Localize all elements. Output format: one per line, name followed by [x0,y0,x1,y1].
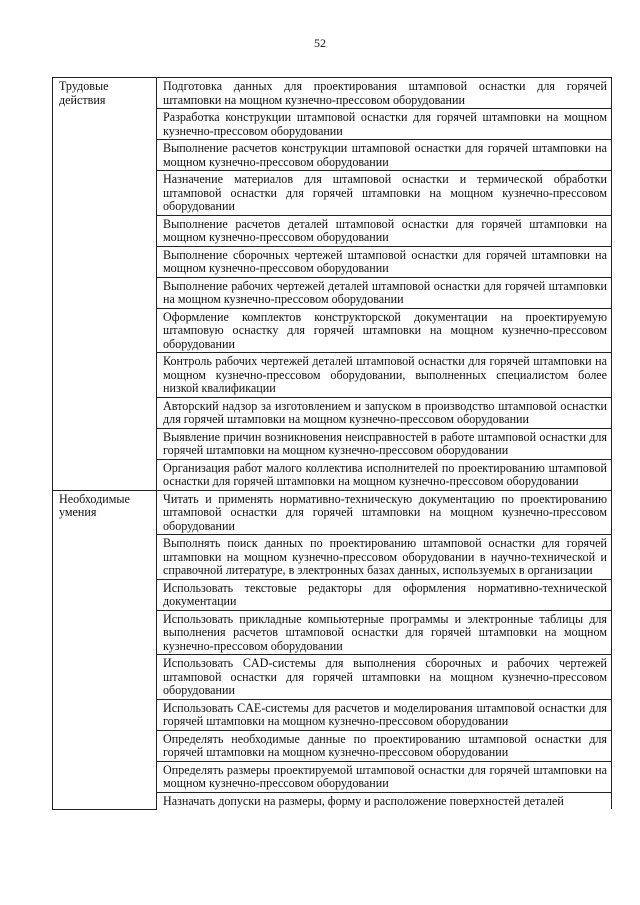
labor-actions-item: Назначение материалов для штамповой оснастки и термической обработки штамповой оснастки для горячей штамповки на мощном кузнечно-прессовом оборудовании [157,171,612,216]
table-row [53,490,612,535]
labor-actions-item: Выполнение расчетов деталей штамповой оснастки для горячей штамповки на мощном кузнечно-прессовом оборудовании [157,215,612,246]
labor-actions-item: Выполнение сборочных чертежей штамповой оснастки для горячей штамповки на мощном кузнечно-прессовом оборудовании [157,246,612,277]
page-number: 52 [314,36,326,50]
labor-actions-item: Подготовка данных для проектирования штамповой оснастки для горячей штамповки на мощном кузнечно-прессовом оборудовании [157,78,612,109]
labor-actions-label: Трудовые действия [53,78,157,491]
labor-actions-item: Контроль рабочих чертежей деталей штамповой оснастки для горячей штамповки на мощном кузнечно-прессовом оборудовании, выполненных специалистом более низкой квалификации [157,353,612,398]
labor-actions-item: Выполнение расчетов конструкции штамповой оснастки для горячей штамповки на мощном кузнечно-прессовом оборудовании [157,140,612,171]
required-skills-item: Использовать прикладные компьютерные программы и электронные таблицы для выполнения расчетов штамповой оснастки для горячей штамповки на мощном кузнечно-прессовом оборудовании [157,610,612,655]
table-row [53,78,612,109]
required-skills-item: Использовать CAE-системы для расчетов и моделирования штамповой оснастки для горячей штамповки на мощном кузнечно-прессовом оборудовании [157,699,612,730]
labor-actions-item: Организация работ малого коллектива исполнителей по проектированию штамповой оснастки для горячей штамповки на мощном кузнечно-прессовом оборудовании [157,459,612,490]
labor-actions-item: Выявление причин возникновения неисправностей в работе штамповой оснастки для горячей штамповки на мощном кузнечно-прессовом оборудовании [157,428,612,459]
labor-actions-item: Выполнение рабочих чертежей деталей штамповой оснастки для горячей штамповки на мощном кузнечно-прессовом оборудовании [157,277,612,308]
required-skills-label: Необходимые умения [53,490,157,809]
required-skills-item: Определять размеры проектируемой штамповой оснастки для горячей штамповки на мощном кузнечно-прессовом оборудовании [157,761,612,792]
labor-actions-item: Оформление комплектов конструкторской документации на проектируемую штамповую оснастку для горячей штамповки на мощном кузнечно-прессовом оборудовании [157,308,612,353]
competency-table-body [53,78,612,810]
required-skills-item: Назначать допуски на размеры, форму и расположение поверхностей деталей [157,792,612,809]
required-skills-item: Выполнять поиск данных по проектированию штамповой оснастки для горячей штамповки на мощном кузнечно-прессовом оборудовании в научно-технической и справочной литературе, в электронных базах данных, используемых в организации [157,535,612,580]
required-skills-item: Определять необходимые данные по проектированию штамповой оснастки для горячей штамповки на мощном кузнечно-прессовом оборудовании [157,730,612,761]
required-skills-item: Использовать CAD-системы для выполнения сборочных и рабочих чертежей штамповой оснастки для горячей штамповки на мощном кузнечно-прессовом оборудовании [157,655,612,700]
required-skills-item: Читать и применять нормативно-техническую документацию по проектированию штамповой оснастки для горячей штамповки на мощном кузнечно-прессовом оборудовании [157,490,612,535]
required-skills-item: Использовать текстовые редакторы для оформления нормативно-технической документации [157,579,612,610]
competency-table [52,77,612,810]
labor-actions-item: Разработка конструкции штамповой оснастки для горячей штамповки на мощном кузнечно-прессовом оборудовании [157,109,612,140]
labor-actions-item: Авторский надзор за изготовлением и запуском в производство штамповой оснастки для горячей штамповки на мощном кузнечно-прессовом оборудовании [157,397,612,428]
